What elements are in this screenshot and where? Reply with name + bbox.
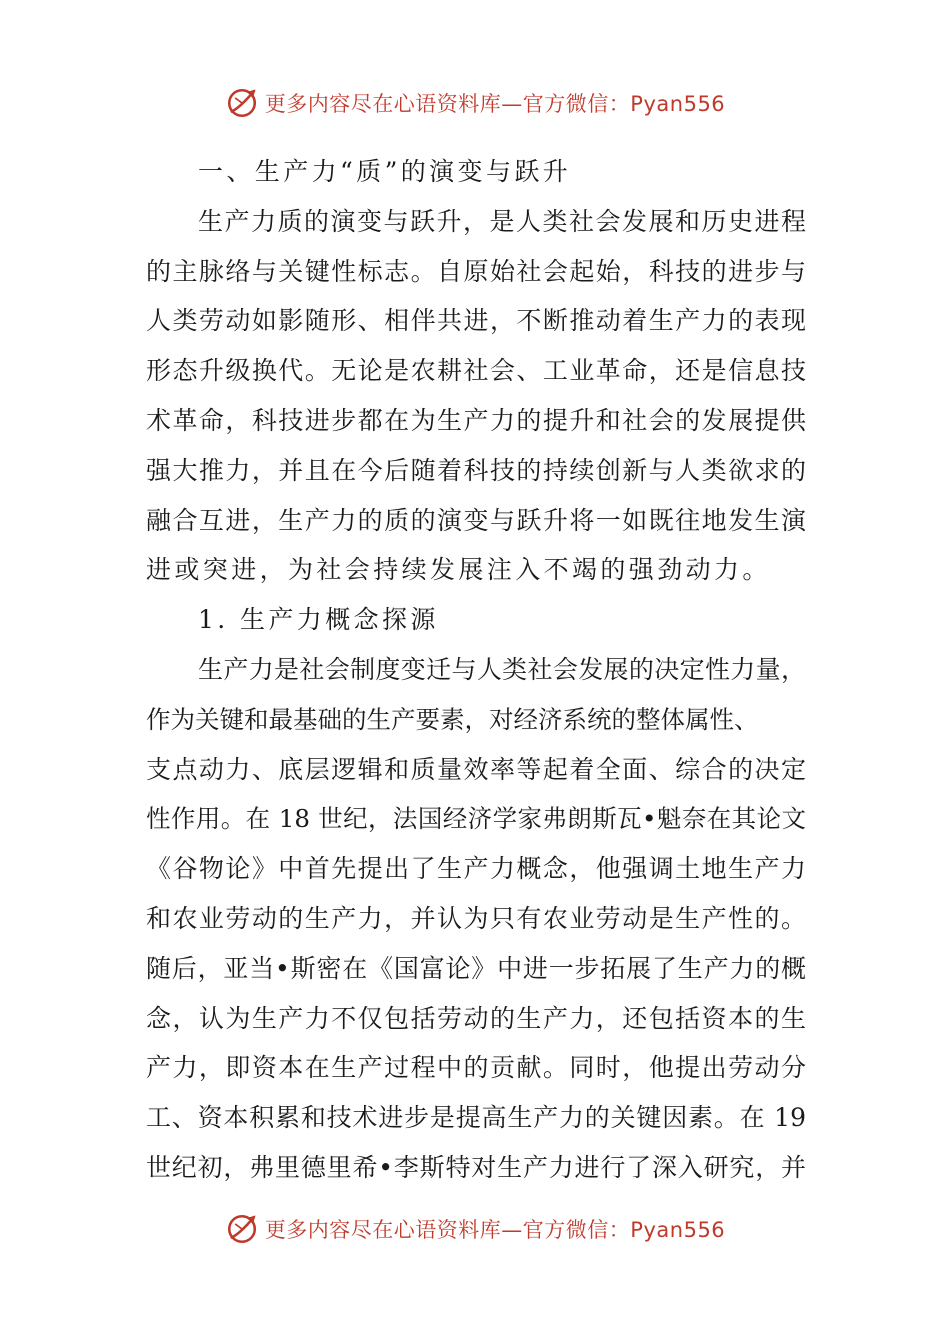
- footer-banner: [0, 1209, 950, 1249]
- text-line: 和农业劳动的生产力，并认为只有农业劳动是生产性的。: [146, 903, 806, 933]
- text-line: 《谷物论》中首先提出了生产力概念，他强调土地生产力: [146, 854, 806, 884]
- text-line: 一、生产力“质”的演变与跃升: [198, 157, 572, 186]
- text-line: 性作用。在 18 世纪，法国经济学家弗朗斯瓦•魁奈在其论文: [146, 804, 806, 834]
- document-body: [146, 147, 806, 1193]
- text-line: 的主脉络与关键性标志。自原始社会起始，科技的进步与: [146, 256, 806, 286]
- pen-circle-logo-icon: [225, 1212, 259, 1246]
- text-line: 生产力是社会制度变迁与人类社会发展的决定性力量，: [198, 654, 806, 684]
- text-line: 生产力质的演变与跃升，是人类社会发展和历史进程: [198, 206, 806, 236]
- header-banner: [0, 83, 950, 123]
- text-line: 产力，即资本在生产过程中的贡献。同时，他提出劳动分: [146, 1053, 806, 1083]
- pen-circle-logo-icon: [225, 86, 259, 120]
- text-line: 进或突进，为社会持续发展注入不竭的强劲动力。: [146, 555, 771, 585]
- text-line: 世纪初，弗里德里希•李斯特对生产力进行了深入研究，并: [146, 1152, 806, 1182]
- footer-banner-text: 更多内容尽在心语资料库—官方微信：Pyan556: [264, 1218, 726, 1242]
- text-line: 形态升级换代。无论是农耕社会、工业革命，还是信息技: [146, 356, 806, 386]
- text-line: 念，认为生产力不仅包括劳动的生产力，还包括资本的生: [146, 1003, 806, 1033]
- text-line: 人类劳动如影随形、相伴共进，不断推动着生产力的表现: [146, 306, 806, 336]
- text-line: 工、资本积累和技术进步是提高生产力的关键因素。在 19: [146, 1103, 806, 1133]
- text-line: 强大推力，并且在今后随着科技的持续创新与人类欲求的: [146, 455, 806, 485]
- text-line: 支点动力、底层逻辑和质量效率等起着全面、综合的决定: [146, 754, 806, 784]
- text-line: 作为关键和最基础的生产要素，对经济系统的整体属性、: [146, 704, 759, 734]
- text-line: 融合互进，生产力的质的演变与跃升将一如既往地发生演: [146, 505, 806, 535]
- text-line: 随后，亚当•斯密在《国富论》中进一步拓展了生产力的概: [146, 953, 806, 983]
- header-banner-text: 更多内容尽在心语资料库—官方微信：Pyan556: [264, 92, 726, 116]
- text-line: 1. 生产力概念探源: [198, 605, 439, 635]
- text-line: 术革命，科技进步都在为生产力的提升和社会的发展提供: [146, 405, 806, 435]
